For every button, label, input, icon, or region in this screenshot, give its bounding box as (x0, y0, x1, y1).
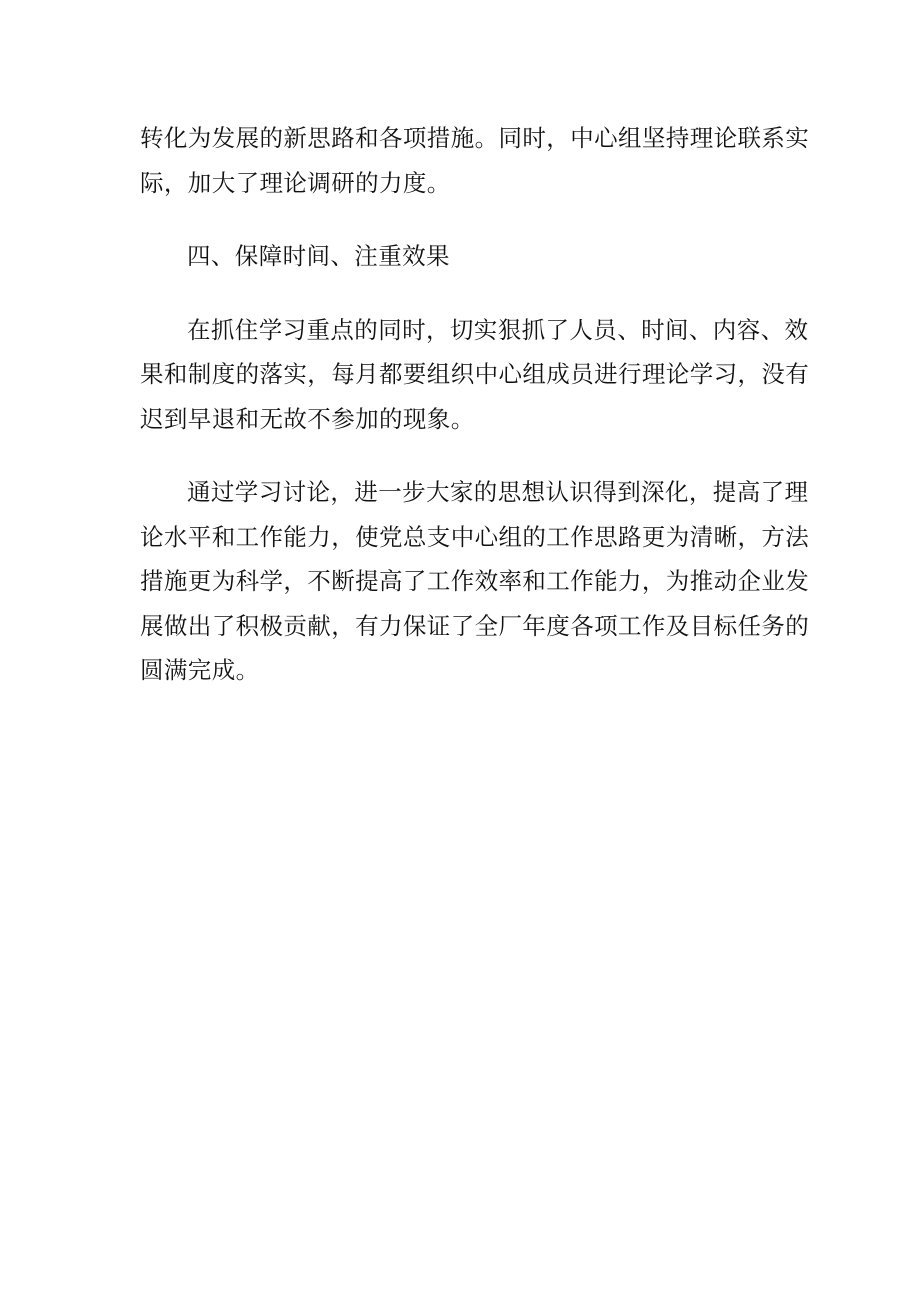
text-line: 际，加大了理论调研的力度。 (140, 168, 451, 197)
paragraph-summary (140, 470, 810, 693)
text-line: 通过学习讨论，进一步大家的思想认识得到深化，提高了理 (187, 478, 809, 506)
section-heading (140, 234, 782, 279)
text-line: 圆满完成。 (140, 656, 260, 684)
paragraph-continuation (140, 116, 810, 205)
text-line: 在抓住学习重点的同时，切实狠抓了人员、时间、内容、效 (187, 315, 809, 344)
text-line: 果和制度的落实，每月都要组织中心组成员进行理论学习，没有 (140, 360, 810, 388)
section-heading-text: 四、保障时间、注重效果 (187, 242, 450, 270)
text-line: 论水平和工作能力，使党总支中心组的工作思路更为清晰，方法 (140, 522, 810, 551)
text-line: 转化为发展的新思路和各项措施。同时，中心组坚持理论联系实 (140, 124, 810, 152)
document-body (140, 116, 810, 722)
text-line: 展做出了积极贡献，有力保证了全厂年度各项工作及目标任务的 (140, 611, 810, 640)
text-line: 措施更为科学，不断提高了工作效率和工作能力，为推动企业发 (140, 567, 810, 595)
paragraph-attendance (140, 308, 810, 442)
text-line: 迟到早退和无故不参加的现象。 (140, 404, 475, 433)
